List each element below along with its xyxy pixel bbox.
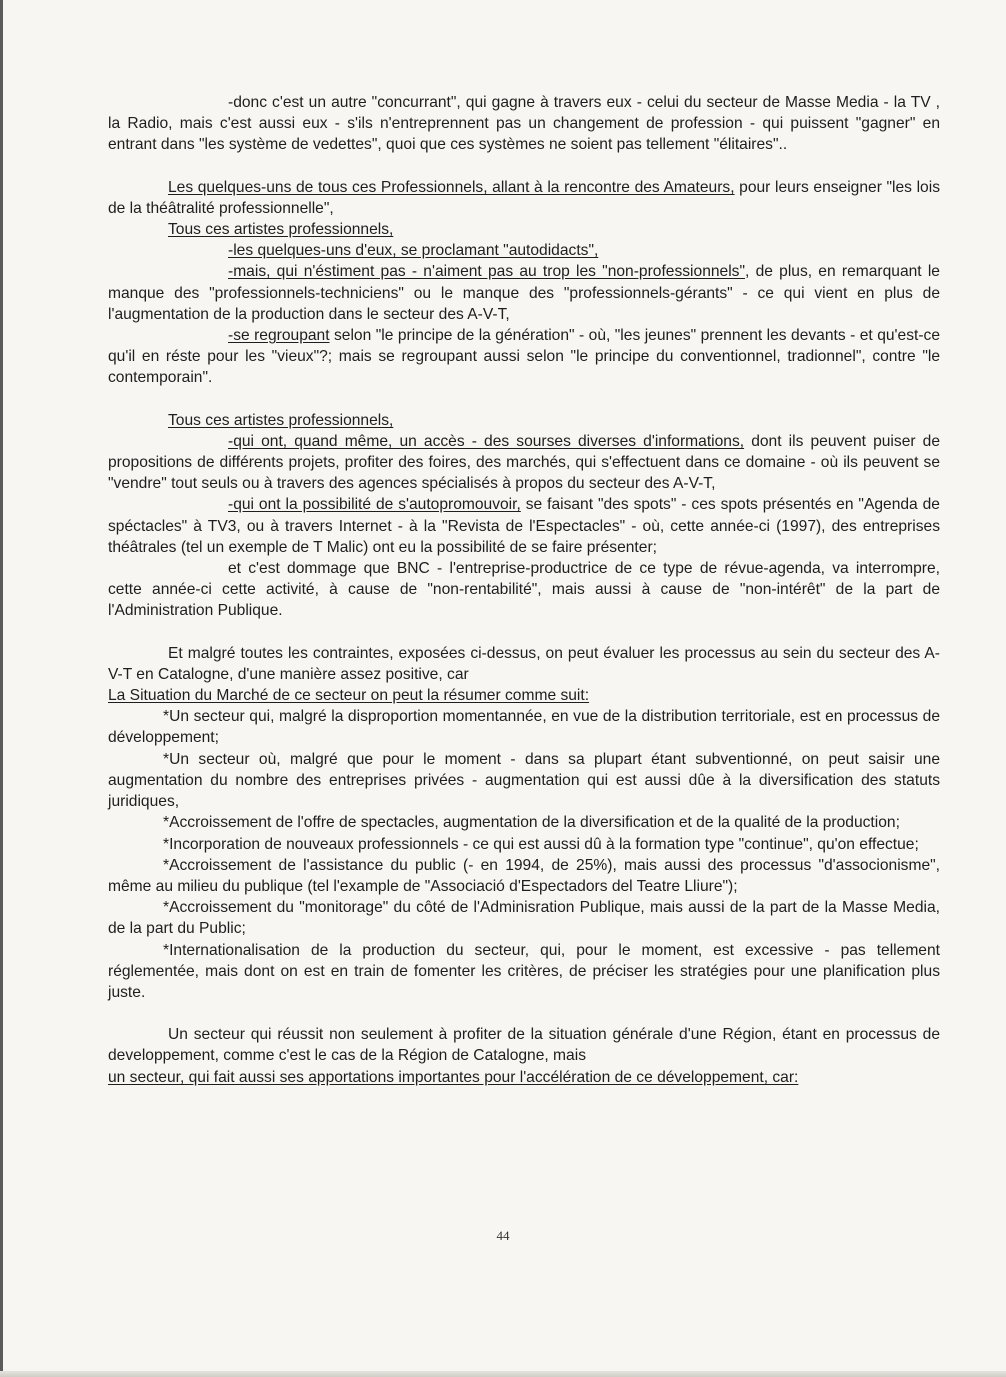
bullet-item: *Incorporation de nouveaux professionnels - ce qui est aussi dû à la formation type "continue", qu'on effectue; — [163, 835, 919, 853]
paragraph-professionnels-amateurs — [108, 177, 940, 219]
paragraph-text: pour leurs enseigner "les lois de la théâtralité professionnelle", — [108, 178, 940, 217]
paragraph-concurrant: -donc c'est un autre "concurrant", qui gagne à travers eux - celui du secteur de Masse Media - la TV , la Radio, mais c'est aussi eux - s'ils n'entreprennent pas un changement de profession - qui puissent "gagner" en entrant dans "les système de vedettes", quoi que ces systèmes ne soient pas tellement "élitaires".. — [108, 94, 940, 154]
paragraph-non-professionnels — [108, 261, 940, 325]
paragraph-bnc: et c'est dommage que BNC - l'entreprise-productrice de ce type de révue-agenda, va interrompre, cette année-ci cette activité, à cause de "non-rentabilité", mais aussi à cause de "non-intérêt" de la part de l'Administration Publique. — [108, 560, 940, 620]
underlined-phrase: -mais, qui n'éstiment pas - n'aiment pas au trop les "non-professionnels" — [228, 263, 746, 281]
paragraph-text: selon "le principe de la génération" - où, "les jeunes" prennent les devants - et qu'est-ce qu'il en réste pour les "vieux"?; mais se regroupant aussi selon "le principe du conventionnel, tradionnel", contre "le contemporain". — [108, 327, 941, 387]
underlined-phrase: -qui ont, quand même, un accès - des sourses diverses d'informations, — [228, 432, 745, 450]
spacer — [108, 389, 940, 410]
bullet-item: *Accroissement de l'offre de spectacles, augmentation de la diversification et de la qualité de la production; — [163, 814, 900, 832]
spacer — [108, 156, 940, 177]
bullet-item: *Internationalisation de la production du secteur, qui, pour le moment, est excessive - pas tellement réglementée, mais dont on est en train de fomenter les critères, de préciser les stratégies pour une planification plus juste. — [108, 941, 940, 1001]
paragraph-apportations — [108, 1067, 940, 1088]
bullet-item: *Un secteur où, malgré que pour le moment - dans sa plupart étant subventionné, on peut saisir une augmentation du nombre des entreprises privées - augmentation qui est aussi dûe à la diversification des statuts juridiques, — [108, 750, 940, 811]
underlined-phrase: La Situation du Marché de ce secteur on peut la résumer comme suit: — [108, 687, 590, 705]
underlined-phrase: -les quelques-uns d'eux, se proclamant "autodidacts", — [228, 242, 599, 260]
paragraph-autodidacts — [108, 240, 940, 261]
spacer — [108, 622, 940, 643]
underlined-phrase: un secteur, qui fait aussi ses apportations importantes pour l'accélération de ce développement, car: — [108, 1068, 799, 1086]
paragraph-situation-marche — [108, 685, 940, 706]
paragraph-text: dont ils peuvent puiser de propositions de différents projets, profiter des foires, des marchés, qui s'effectuent dans ce domaine - où ils peuvent se "vendre" tout seuls ou à travers des agences spécialisés à propos du secteur des A-V-T, — [108, 432, 941, 493]
paragraph-informations — [108, 431, 940, 495]
page-bottom-edge — [0, 1371, 1006, 1377]
paragraph-regroupant — [108, 325, 940, 389]
paragraph-heading-artistes-2 — [108, 410, 940, 431]
page-body — [108, 92, 940, 1088]
paragraph-heading-artistes — [108, 219, 940, 240]
underlined-phrase: Les quelques-uns de tous ces Professionnels, allant à la rencontre des Amateurs, — [168, 178, 735, 196]
underlined-phrase: -se regroupant — [228, 327, 330, 345]
page-left-edge — [0, 0, 3, 1377]
page-number: 44 — [496, 1228, 510, 1243]
paragraph-text: , de plus, en remarquant le manque des "professionnels-techniciens" ou le manque des "professionnels-gérants" - ce qui vient en plus de l'augmentation de la production dans le secteur des A-V-T, — [108, 263, 940, 323]
paragraph-text: se faisant "des spots" - ces spots présentés en "Agenda de spéctacles" à TV3, ou à travers Internet - à la "Revista de l'Espectacles" - où, cette année-ci (1997), des entreprises théâtrales (tel un exemple de T Malic) ont eu la possibilité de se faire présenter; — [108, 496, 940, 556]
bullet-item: *Un secteur qui, malgré la disproportion momentannée, en vue de la distribution territoriale, est en processus de développement; — [108, 708, 940, 747]
bullet-item: *Accroissement de l'assistance du public (- en 1994, de 25%), mais aussi des processus "d'associonisme", même au milieu du publique (tel l'example de "Associació d'Espectadors del Teatre Lliure"); — [108, 856, 940, 895]
spacer — [108, 1003, 940, 1024]
bullet-item: *Accroissement du "monitorage" du côté de l'Adminisration Publique, mais aussi de la part de la Masse Media, de la part du Public; — [108, 899, 940, 938]
paragraph-contraintes: Et malgré toutes les contraintes, exposées ci-dessus, on peut évaluer les processus au sein du secteur des A-V-T en Catalogne, d'une manière assez positive, car — [108, 644, 940, 683]
paragraph-region-catalogne: Un secteur qui réussit non seulement à profiter de la situation générale d'une Région, étant en processus de developpement, comme c'est le cas de la Région de Catalogne, mais — [108, 1026, 940, 1065]
underlined-phrase: -qui ont la possibilité de s'autopromouvoir, — [228, 496, 521, 514]
underlined-phrase: Tous ces artistes professionnels, — [168, 221, 394, 239]
paragraph-autopromouvoir — [108, 494, 940, 558]
underlined-phrase: Tous ces artistes professionnels, — [168, 411, 394, 429]
